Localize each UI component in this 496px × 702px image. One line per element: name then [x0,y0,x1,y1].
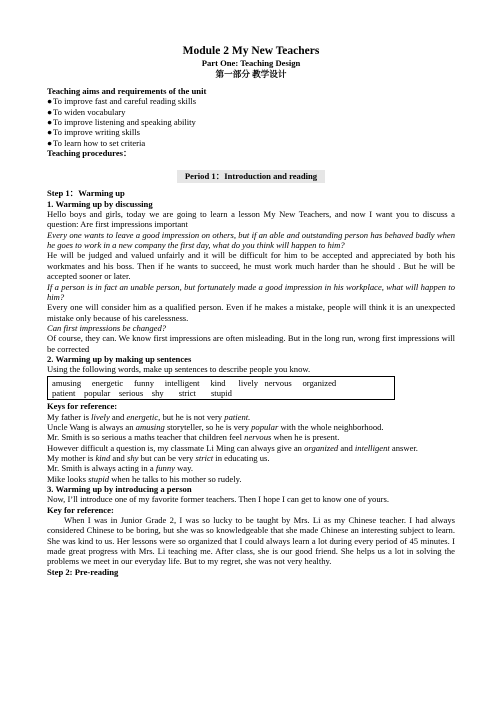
example-sentence: My father is lively and energetic, but he is not very patient. [47,411,251,422]
question-paragraph: If a person is in fact an unable person, but fortunately made a good impression in his workplace, what will happen to him? [47,281,455,302]
step1-heading: Step 1：Warming up [47,188,125,199]
example-sentence: Mr. Smith is so serious a maths teacher that children feel nervous when he is present. [47,432,340,443]
section-heading: 1. Warming up by discussing [47,198,153,209]
word-box [47,376,395,401]
example-sentence: Mr. Smith is always acting in a funny way. [47,463,194,474]
chinese-subtitle: 第一部分 教学设计 [215,69,287,79]
paragraph: Every one will consider him as a qualified person. Even if he makes a mistake, people will think it is an unexpected mistake only because of his carelessness. [47,302,455,323]
example-sentence: Mike looks stupid when he talks to his mother so rudely. [47,473,242,484]
aim-item: ●To improve fast and careful reading skills [47,96,197,107]
paragraph: Using the following words, make up sentences to describe people you know. [47,364,311,375]
step2-heading: Step 2: Pre-reading [47,566,119,577]
document-page [47,44,455,577]
aim-item: ●To learn how to set criteria [47,137,146,148]
example-sentence: However difficult a question is, my classmate Li Ming can always give an organized and intelligent answer. [47,442,418,453]
question-paragraph: Every one wants to leave a good impression on others, but if an able and outstanding person has behaved badly when he goes to work in a new company the first day, what do you think will happen to him? [47,229,455,251]
word-row: amusing energetic funny intelligent kind lively nervous organized [52,377,337,388]
bullet-icon: ● [47,96,53,107]
aims-list [47,96,455,148]
section-heading: 3. Warming up by introducing a person [47,483,192,494]
aim-item: ●To improve listening and speaking ability [47,117,196,128]
bullet-icon: ● [47,117,53,128]
keys-heading: Key for reference: [47,504,114,515]
bullet-icon: ● [47,127,53,138]
keys-heading: Keys for reference: [47,401,118,412]
paragraph: He will be judged and valued unfairly and it will be difficult for him to be accepted and appreciated by both his workmates and his boss. Then if he wants to succeed, he must work much harder than he should . But he will be accepted sooner or later. [47,250,455,282]
paragraph: Now, I’ll introduce one of my favorite former teachers. Then I hope I can get to know one of yours. [47,494,389,505]
example-sentence: My mother is kind and shy but can be very strict in educating us. [47,452,270,463]
aim-item: ●To widen vocabulary [47,106,126,117]
procedures-heading: Teaching procedures： [47,148,132,159]
period-label: Period 1：Introduction and reading [177,170,325,183]
aim-item: ●To improve writing skills [47,127,141,138]
paragraph: Of course, they can. We know first impressions are often misleading. But in the long run, wrong first impressions will be corrected [47,333,455,354]
bullet-icon: ● [47,137,53,148]
section-heading: 2. Warming up by making up sentences [47,353,192,364]
period-banner [47,170,455,183]
aims-heading: Teaching aims and requirements of the unit [47,86,207,96]
document-title: Module 2 My New Teachers [182,45,320,57]
paragraph: When I was in Junior Grade 2, I was so lucky to be taught by Mrs. Li as my Chinese teacher. I had always considered Chinese to be boring, but she was so knowledgeable that she made Chinese an interesting subject to learn. She was kind to us. Her lessons were so organized that I could always learn a lot during every period of 45 minutes. I made great progress with Mrs. Li teaching me. After class, she is our good friend. She helps us a lot in solving the problems we meet in our everyday life. But to my regret, she was not very healthy. [47,514,455,567]
example-sentence: Uncle Wang is always an amusing storyteller, so he is very popular with the whole neighborhood. [47,421,384,432]
word-row: patient popular serious shy strict stupid [52,387,232,398]
document-subtitle: Part One: Teaching Design [201,58,301,68]
paragraph: Hello boys and girls, today we are going to learn a lesson My New Teachers, and now I want you to discuss a question: Are first impressions important [47,209,455,230]
question-paragraph: Can first impressions be changed? [47,322,167,333]
bullet-icon: ● [47,106,53,117]
